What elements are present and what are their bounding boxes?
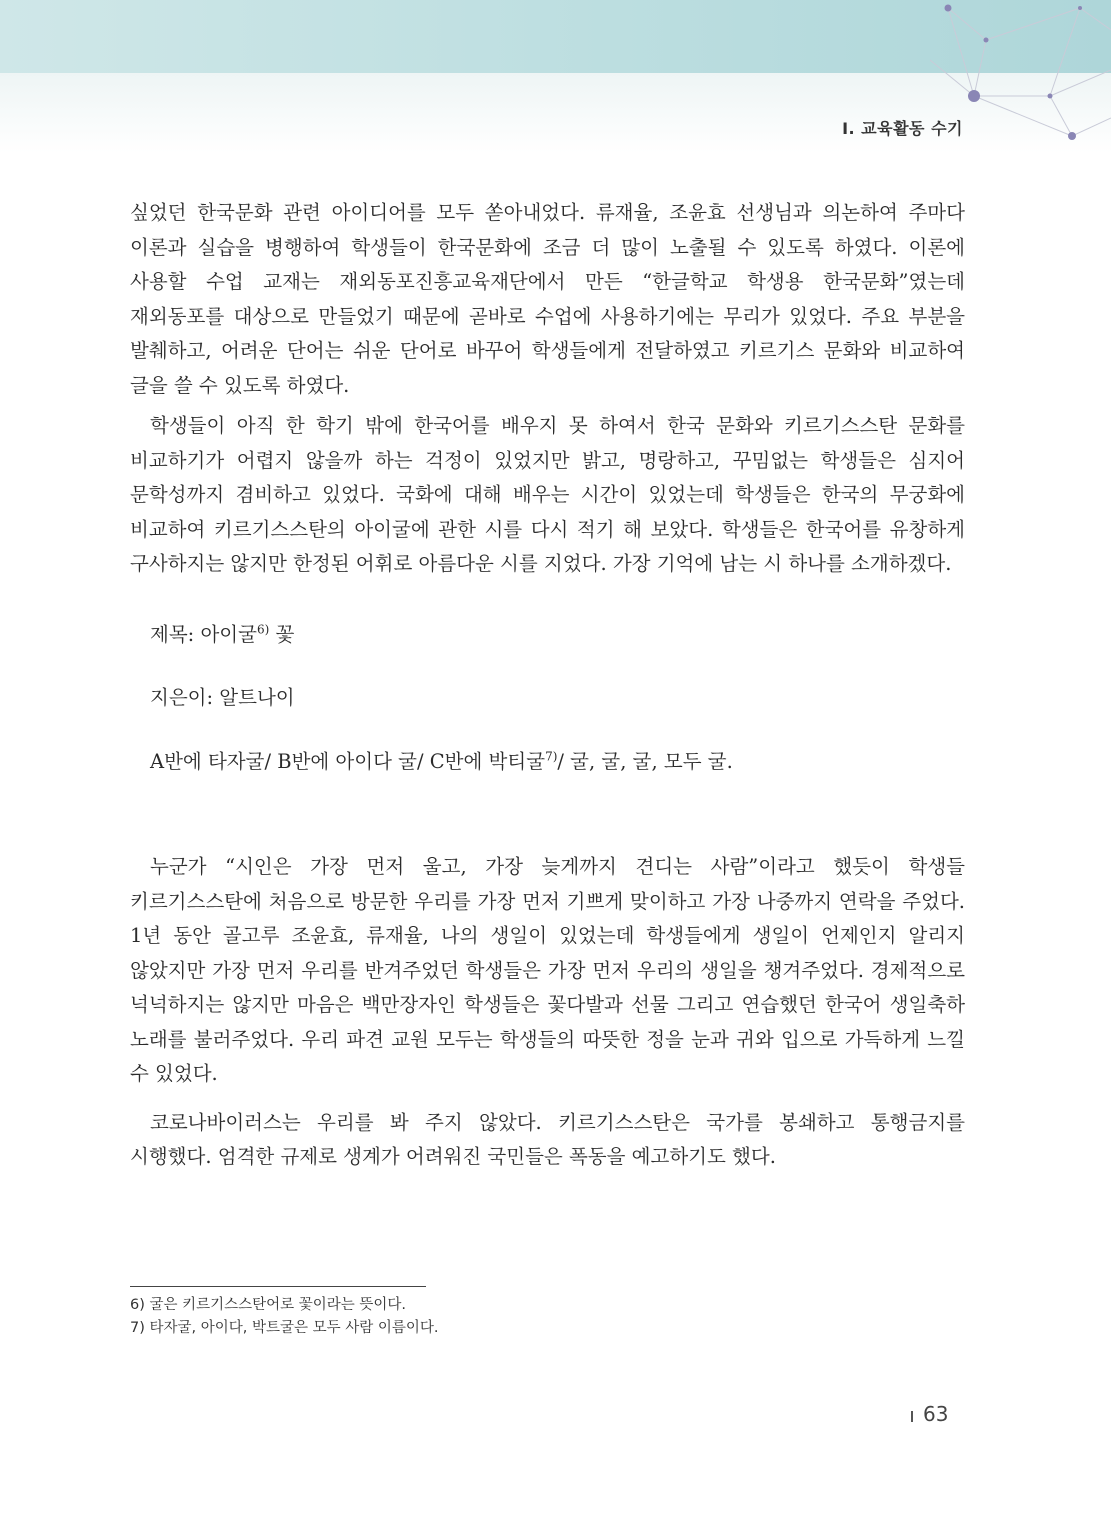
footnote-6: 6) 굴은 키르기스스탄어로 꽃이라는 뜻이다. (130, 1297, 407, 1313)
footnote-7: 7) 타자굴, 아이다, 박트굴은 모두 사람 이름이다. (130, 1320, 439, 1336)
poem-block (150, 618, 965, 780)
footnote-ref-7[interactable]: 7) (545, 749, 558, 763)
footnote-divider (130, 1286, 426, 1287)
page-tick-icon (911, 1411, 913, 1422)
page-number-text: 63 (923, 1402, 949, 1426)
footnote-ref-6[interactable]: 6) (256, 622, 270, 636)
poem-title-text: 제목: 아이굴 (150, 622, 257, 646)
poem-verse-part2: / 굴, 굴, 굴, 모두 굴. (557, 749, 733, 773)
poem-verse-part1: A반에 타자굴/ B반에 아이다 굴/ C반에 박티굴 (150, 749, 546, 773)
section-title: Ⅰ. 교육활동 수기 (842, 119, 963, 138)
paragraph-3: 누군가 “시인은 가장 먼저 울고, 가장 늦게까지 견디는 사람”이라고 했듯이 학생들 키르기스스탄에 처음으로 방문한 우리를 가장 먼저 기쁘게 맞이하고 가장 나중까지 연락을 주었다. 1년 동안 골고루 조윤효, 류재율, 나의 생일이 있었는데 학생들에게 생일이 언제인지 알리지 않았지만 가장 먼저 우리를 반겨주었던 학생들은 가장 먼저 우리의 생일을 챙겨주었다. 경제적으로 넉넉하지는 않지만 마음은 백만장자인 학생들은 꽃다발과 선물 그리고 연습했던 한국어 생일축하 노래를 불러주었다. 우리 파견 교원 모두는 학생들의 따뜻한 정을 눈과 귀와 입으로 가득하게 느낄 수 있었다. (130, 855, 965, 1085)
poem-title (150, 618, 965, 653)
spacer (130, 808, 965, 850)
poem-verse (150, 745, 965, 780)
paragraph-1: 싶었던 한국문화 관련 아이디어를 모두 쏟아내었다. 류재율, 조윤효 선생님과 의논하여 주마다 이론과 실습을 병행하여 학생들이 한국문화에 조금 더 많이 노출될 수 있도록 하였다. 이론에 사용할 수업 교재는 재외동포진흥교육재단에서 만든 “한글학교 학생용 한국문화”였는데 재외동포를 대상으로 만들었기 때문에 곧바로 수업에 사용하기에는 무리가 있었다. 주요 부분을 발췌하고, 어려운 단어는 쉬운 단어로 바꾸어 학생들에게 전달하였고 키르기스 문화와 비교하여 글을 쓸 수 있도록 하였다. (130, 201, 965, 397)
poem-author: 지은이: 알트나이 (150, 686, 295, 709)
paragraph-4: 코로나바이러스는 우리를 봐 주지 않았다. 키르기스스탄은 국가를 봉쇄하고 통행금지를 시행했다. 엄격한 규제로 생계가 어려워진 국민들은 폭동을 예고하기도 했다. (130, 1110, 965, 1168)
paragraph-2: 학생들이 아직 한 학기 밖에 한국어를 배우지 못 하여서 한국 문화와 키르기스스탄 문화를 비교하기가 어렵지 않을까 하는 걱정이 있었지만 밝고, 명랑하고, 꾸밈없는 학생들은 심지어 문학성까지 겸비하고 있었다. 국화에 대해 배우는 시간이 있었는데 학생들은 한국의 무궁화에 비교하여 키르기스스탄의 아이굴에 관한 시를 다시 적기 해 보았다. 학생들은 한국어를 유창하게 구사하지는 않지만 한정된 어휘로 아름다운 시를 지었다. 가장 기억에 남는 시 하나를 소개하겠다. (130, 414, 965, 575)
body-text (130, 196, 965, 1181)
footnotes (130, 1294, 730, 1340)
page-number (911, 1402, 948, 1426)
poem-title-suffix: 꽃 (269, 622, 295, 646)
